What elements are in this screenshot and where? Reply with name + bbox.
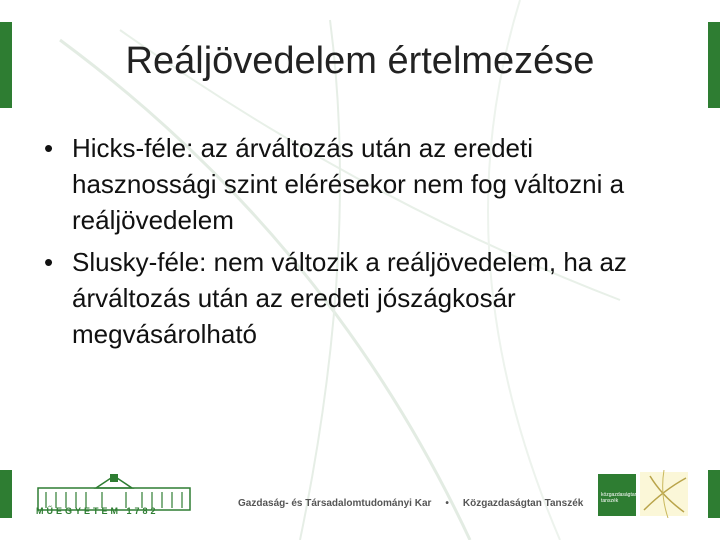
department-badge: közgazdaságtan tanszék <box>598 474 636 516</box>
university-wordmark: MŰEGYETEM 1782 <box>36 506 159 516</box>
department-name: Közgazdaságtan Tanszék <box>462 498 584 509</box>
bullet-marker: • <box>44 247 54 277</box>
bullet-text: Hicks-féle: az árváltozás után az eredeti hasznossági szint elérésekor nem fog változni a reáljövedelem <box>72 133 625 235</box>
faculty-name: Gazdaság- és Társadalomtudományi Kar <box>238 498 432 509</box>
bullet-marker: • <box>44 133 54 163</box>
department-logo-icon <box>640 470 690 518</box>
footer-separator: • <box>445 498 449 509</box>
footer-caption <box>238 498 583 509</box>
bullet-item <box>44 130 674 238</box>
bullet-item <box>44 244 674 352</box>
bullet-text: Slusky-féle: nem változik a reáljövedelem, ha az árváltozás után az eredeti jószágkosár megvásárolható <box>72 247 627 349</box>
bullet-list <box>44 130 674 358</box>
slide-title: Reáljövedelem értelmezése <box>125 40 595 82</box>
